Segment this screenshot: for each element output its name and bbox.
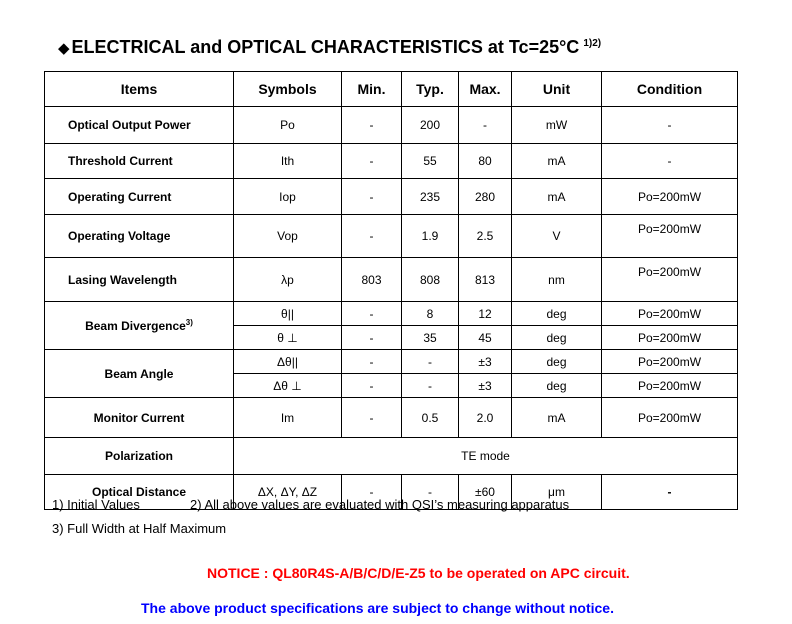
item-label: Optical Output Power: [45, 107, 234, 144]
title-text: ELECTRICAL and OPTICAL CHARACTERISTICS at Tc=25°C: [71, 37, 580, 57]
condition-cell: Po=200mW: [602, 374, 738, 398]
max-cell: ±60: [459, 475, 512, 510]
min-cell: -: [342, 215, 402, 258]
symbol-cell: θ ⊥: [234, 326, 342, 350]
change-notice: The above product specifications are subject to change without notice.: [141, 600, 614, 616]
typ-cell: 8: [402, 302, 459, 326]
max-cell: 813: [459, 258, 512, 302]
item-label: Threshold Current: [45, 144, 234, 179]
min-cell: -: [342, 398, 402, 438]
min-cell: -: [342, 326, 402, 350]
header-typ: Typ.: [402, 72, 459, 107]
condition-cell: -: [602, 475, 738, 510]
header-condition: Condition: [602, 72, 738, 107]
max-cell: 2.5: [459, 215, 512, 258]
min-cell: -: [342, 374, 402, 398]
footnote-2: 2) All above values are evaluated with QSI’s measuring apparatus: [190, 497, 570, 512]
typ-cell: -: [402, 374, 459, 398]
unit-cell: V: [512, 215, 602, 258]
characteristics-table: [44, 71, 738, 510]
symbol-cell: Δθ||: [234, 350, 342, 374]
page-title: [58, 37, 601, 58]
max-cell: -: [459, 107, 512, 144]
polarization-value: TE mode: [234, 438, 738, 475]
typ-cell: 200: [402, 107, 459, 144]
unit-cell: deg: [512, 374, 602, 398]
header-unit: Unit: [512, 72, 602, 107]
symbol-cell: θ||: [234, 302, 342, 326]
symbol-cell: λp: [234, 258, 342, 302]
typ-cell: 35: [402, 326, 459, 350]
footnote-3: 3) Full Width at Half Maximum: [52, 521, 227, 536]
condition-cell: Po=200mW: [602, 179, 738, 215]
condition-cell: Po=200mW: [602, 398, 738, 438]
item-label: Polarization: [45, 438, 234, 475]
table-row-operating-current: [45, 179, 738, 215]
typ-cell: 0.5: [402, 398, 459, 438]
typ-cell: 55: [402, 144, 459, 179]
symbol-cell: Ith: [234, 144, 342, 179]
condition-cell: Po=200mW: [602, 258, 738, 302]
unit-cell: deg: [512, 350, 602, 374]
unit-cell: μm: [512, 475, 602, 510]
item-label: Operating Current: [45, 179, 234, 215]
footnote-1: 1) Initial Values: [52, 497, 140, 512]
table-row-lasing-wavelength: [45, 258, 738, 302]
unit-cell: mA: [512, 144, 602, 179]
min-cell: -: [342, 302, 402, 326]
symbol-cell: Po: [234, 107, 342, 144]
typ-cell: 808: [402, 258, 459, 302]
unit-cell: deg: [512, 326, 602, 350]
symbol-cell: Iop: [234, 179, 342, 215]
table-row-polarization: [45, 438, 738, 475]
unit-cell: mA: [512, 179, 602, 215]
condition-cell: Po=200mW: [602, 302, 738, 326]
table-row-operating-voltage: [45, 215, 738, 258]
diamond-bullet-icon: ◆: [58, 40, 70, 57]
min-cell: -: [342, 144, 402, 179]
unit-cell: mW: [512, 107, 602, 144]
typ-cell: 1.9: [402, 215, 459, 258]
unit-cell: mA: [512, 398, 602, 438]
item-label: Operating Voltage: [45, 215, 234, 258]
header-min: Min.: [342, 72, 402, 107]
header-symbols: Symbols: [234, 72, 342, 107]
item-label: Optical Distance: [45, 475, 234, 510]
unit-cell: nm: [512, 258, 602, 302]
apc-notice: NOTICE : QL80R4S-A/B/C/D/E-Z5 to be operated on APC circuit.: [207, 565, 630, 581]
min-cell: -: [342, 107, 402, 144]
condition-cell: Po=200mW: [602, 326, 738, 350]
max-cell: 45: [459, 326, 512, 350]
table-row-monitor-current: [45, 398, 738, 438]
max-cell: 2.0: [459, 398, 512, 438]
symbol-cell: Im: [234, 398, 342, 438]
min-cell: -: [342, 350, 402, 374]
max-cell: 12: [459, 302, 512, 326]
min-cell: -: [342, 179, 402, 215]
table-row-beam-divergence-parallel: [45, 302, 738, 326]
header-max: Max.: [459, 72, 512, 107]
symbol-cell: Δθ ⊥: [234, 374, 342, 398]
typ-cell: -: [402, 475, 459, 510]
typ-cell: -: [402, 350, 459, 374]
symbol-cell: ΔX, ΔY, ΔZ: [234, 475, 342, 510]
condition-cell: Po=200mW: [602, 350, 738, 374]
min-cell: -: [342, 475, 402, 510]
max-cell: ±3: [459, 350, 512, 374]
header-row: [45, 72, 738, 107]
item-label: Beam Divergence: [85, 318, 186, 333]
typ-cell: 235: [402, 179, 459, 215]
item-label: Lasing Wavelength: [45, 258, 234, 302]
condition-cell: Po=200mW: [602, 215, 738, 258]
max-cell: ±3: [459, 374, 512, 398]
unit-cell: deg: [512, 302, 602, 326]
item-label-beam-divergence: [45, 302, 234, 350]
table-row-optical-output-power: [45, 107, 738, 144]
header-items: Items: [45, 72, 234, 107]
item-label: Monitor Current: [45, 398, 234, 438]
max-cell: 280: [459, 179, 512, 215]
table-row-threshold-current: [45, 144, 738, 179]
condition-cell: -: [602, 144, 738, 179]
symbol-cell: Vop: [234, 215, 342, 258]
table-row-beam-angle-parallel: [45, 350, 738, 374]
max-cell: 80: [459, 144, 512, 179]
min-cell: 803: [342, 258, 402, 302]
title-footnote-marker: 1)2): [583, 38, 602, 49]
condition-cell: -: [602, 107, 738, 144]
footnote-marker: 3): [185, 317, 193, 327]
item-label: Beam Angle: [45, 350, 234, 398]
